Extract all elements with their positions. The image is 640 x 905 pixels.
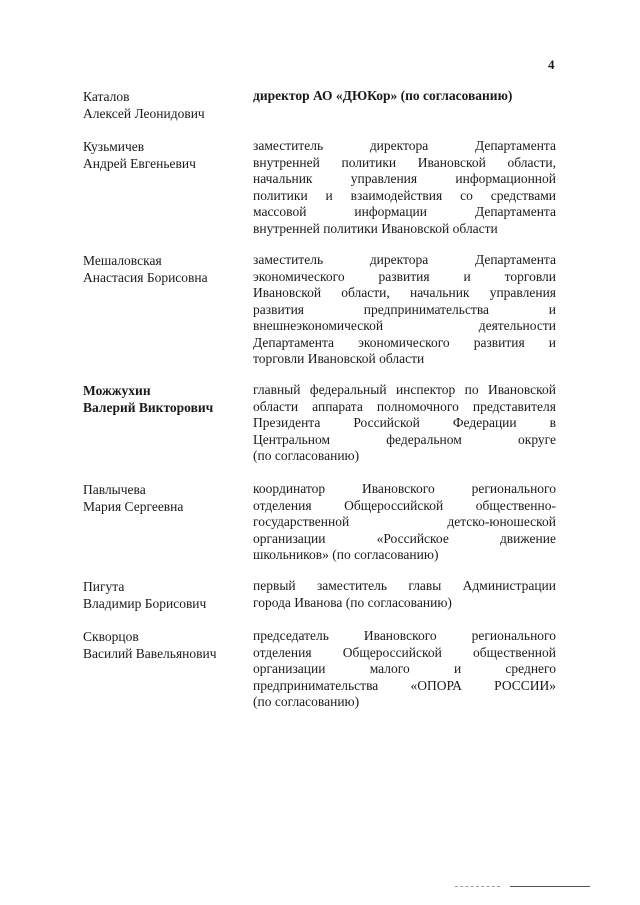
position-line: организации малого и среднего — [253, 661, 556, 676]
member-name — [83, 578, 243, 612]
member-given-name: Мария Сергеевна — [83, 499, 184, 514]
position-line: массовой информации Департамента — [253, 204, 556, 219]
member-given-name: Владимир Борисович — [83, 596, 207, 611]
position-line: города Иванова (по согласованию) — [253, 594, 452, 610]
position-line: (по согласованию) — [253, 694, 360, 709]
position-line: Президента Российской Федерации в — [253, 415, 556, 430]
member-name — [83, 382, 243, 416]
member-position — [253, 138, 556, 237]
position-line: директор АО «ДЮКор» (по согласованию) — [253, 88, 513, 103]
member-name — [83, 138, 243, 172]
position-line: торговли Ивановской области — [253, 351, 425, 366]
member-given-name: Анастасия Борисовна — [83, 270, 208, 285]
position-line: государственной детско-юношеской — [253, 514, 556, 529]
position-line: школьников» (по согласованию) — [253, 547, 439, 562]
footer-divider — [455, 886, 500, 887]
member-position — [253, 578, 556, 611]
member-position — [253, 481, 556, 564]
member-name — [83, 252, 243, 286]
member-given-name: Валерий Викторович — [83, 400, 214, 415]
position-line: отделения Общероссийской общественной — [253, 644, 556, 660]
member-position — [253, 252, 556, 368]
member-surname: Пигута — [83, 579, 125, 594]
member-given-name: Василий Вавельянович — [83, 646, 217, 661]
footer-divider — [510, 886, 590, 887]
position-line: Центральном федеральном округе — [253, 431, 556, 447]
position-line: внутренней политики Ивановской области — [253, 220, 498, 236]
position-line: области аппарата полномочного представителя — [253, 398, 556, 414]
position-line: предпринимательства «ОПОРА РОССИИ» — [253, 677, 556, 693]
member-position — [253, 382, 556, 465]
position-line: внешнеэкономической деятельности — [253, 318, 556, 333]
position-line: координатор Ивановского регионального — [253, 481, 556, 496]
position-line: заместитель директора Департамента — [253, 138, 556, 153]
position-line: внутренней политики Ивановской области, — [253, 154, 556, 170]
position-line: отделения Общероссийской общественно- — [253, 497, 556, 513]
position-line: начальник управления информационной — [253, 171, 556, 186]
position-line: Департамента экономического развития и — [253, 334, 556, 350]
member-given-name: Алексей Леонидович — [83, 106, 205, 121]
position-line: организации «Российское движение — [253, 530, 556, 546]
member-position — [253, 628, 556, 711]
position-line: первый заместитель главы Администрации — [253, 578, 556, 593]
position-line: Ивановской области, начальник управления — [253, 285, 556, 300]
member-surname: Павлычева — [83, 482, 146, 497]
member-name — [83, 88, 243, 122]
page-number: 4 — [548, 57, 555, 72]
position-line: заместитель директора Департамента — [253, 252, 556, 267]
position-line: председатель Ивановского регионального — [253, 628, 556, 643]
position-line: экономического развития и торговли — [253, 268, 556, 284]
member-surname: Можжухин — [83, 383, 151, 398]
member-surname: Кузьмичев — [83, 139, 145, 154]
member-surname: Мешаловская — [83, 253, 162, 268]
member-name — [83, 628, 243, 662]
position-line: главный федеральный инспектор по Ивановской — [253, 382, 556, 397]
position-line: политики и взаимодействия со средствами — [253, 187, 556, 203]
position-line: развития предпринимательства и — [253, 301, 556, 317]
position-line: (по согласованию) — [253, 448, 360, 463]
member-surname: Каталов — [83, 89, 130, 104]
member-surname: Скворцов — [83, 629, 139, 644]
member-position — [253, 88, 556, 105]
member-given-name: Андрей Евгеньевич — [83, 156, 196, 171]
member-name — [83, 481, 243, 515]
